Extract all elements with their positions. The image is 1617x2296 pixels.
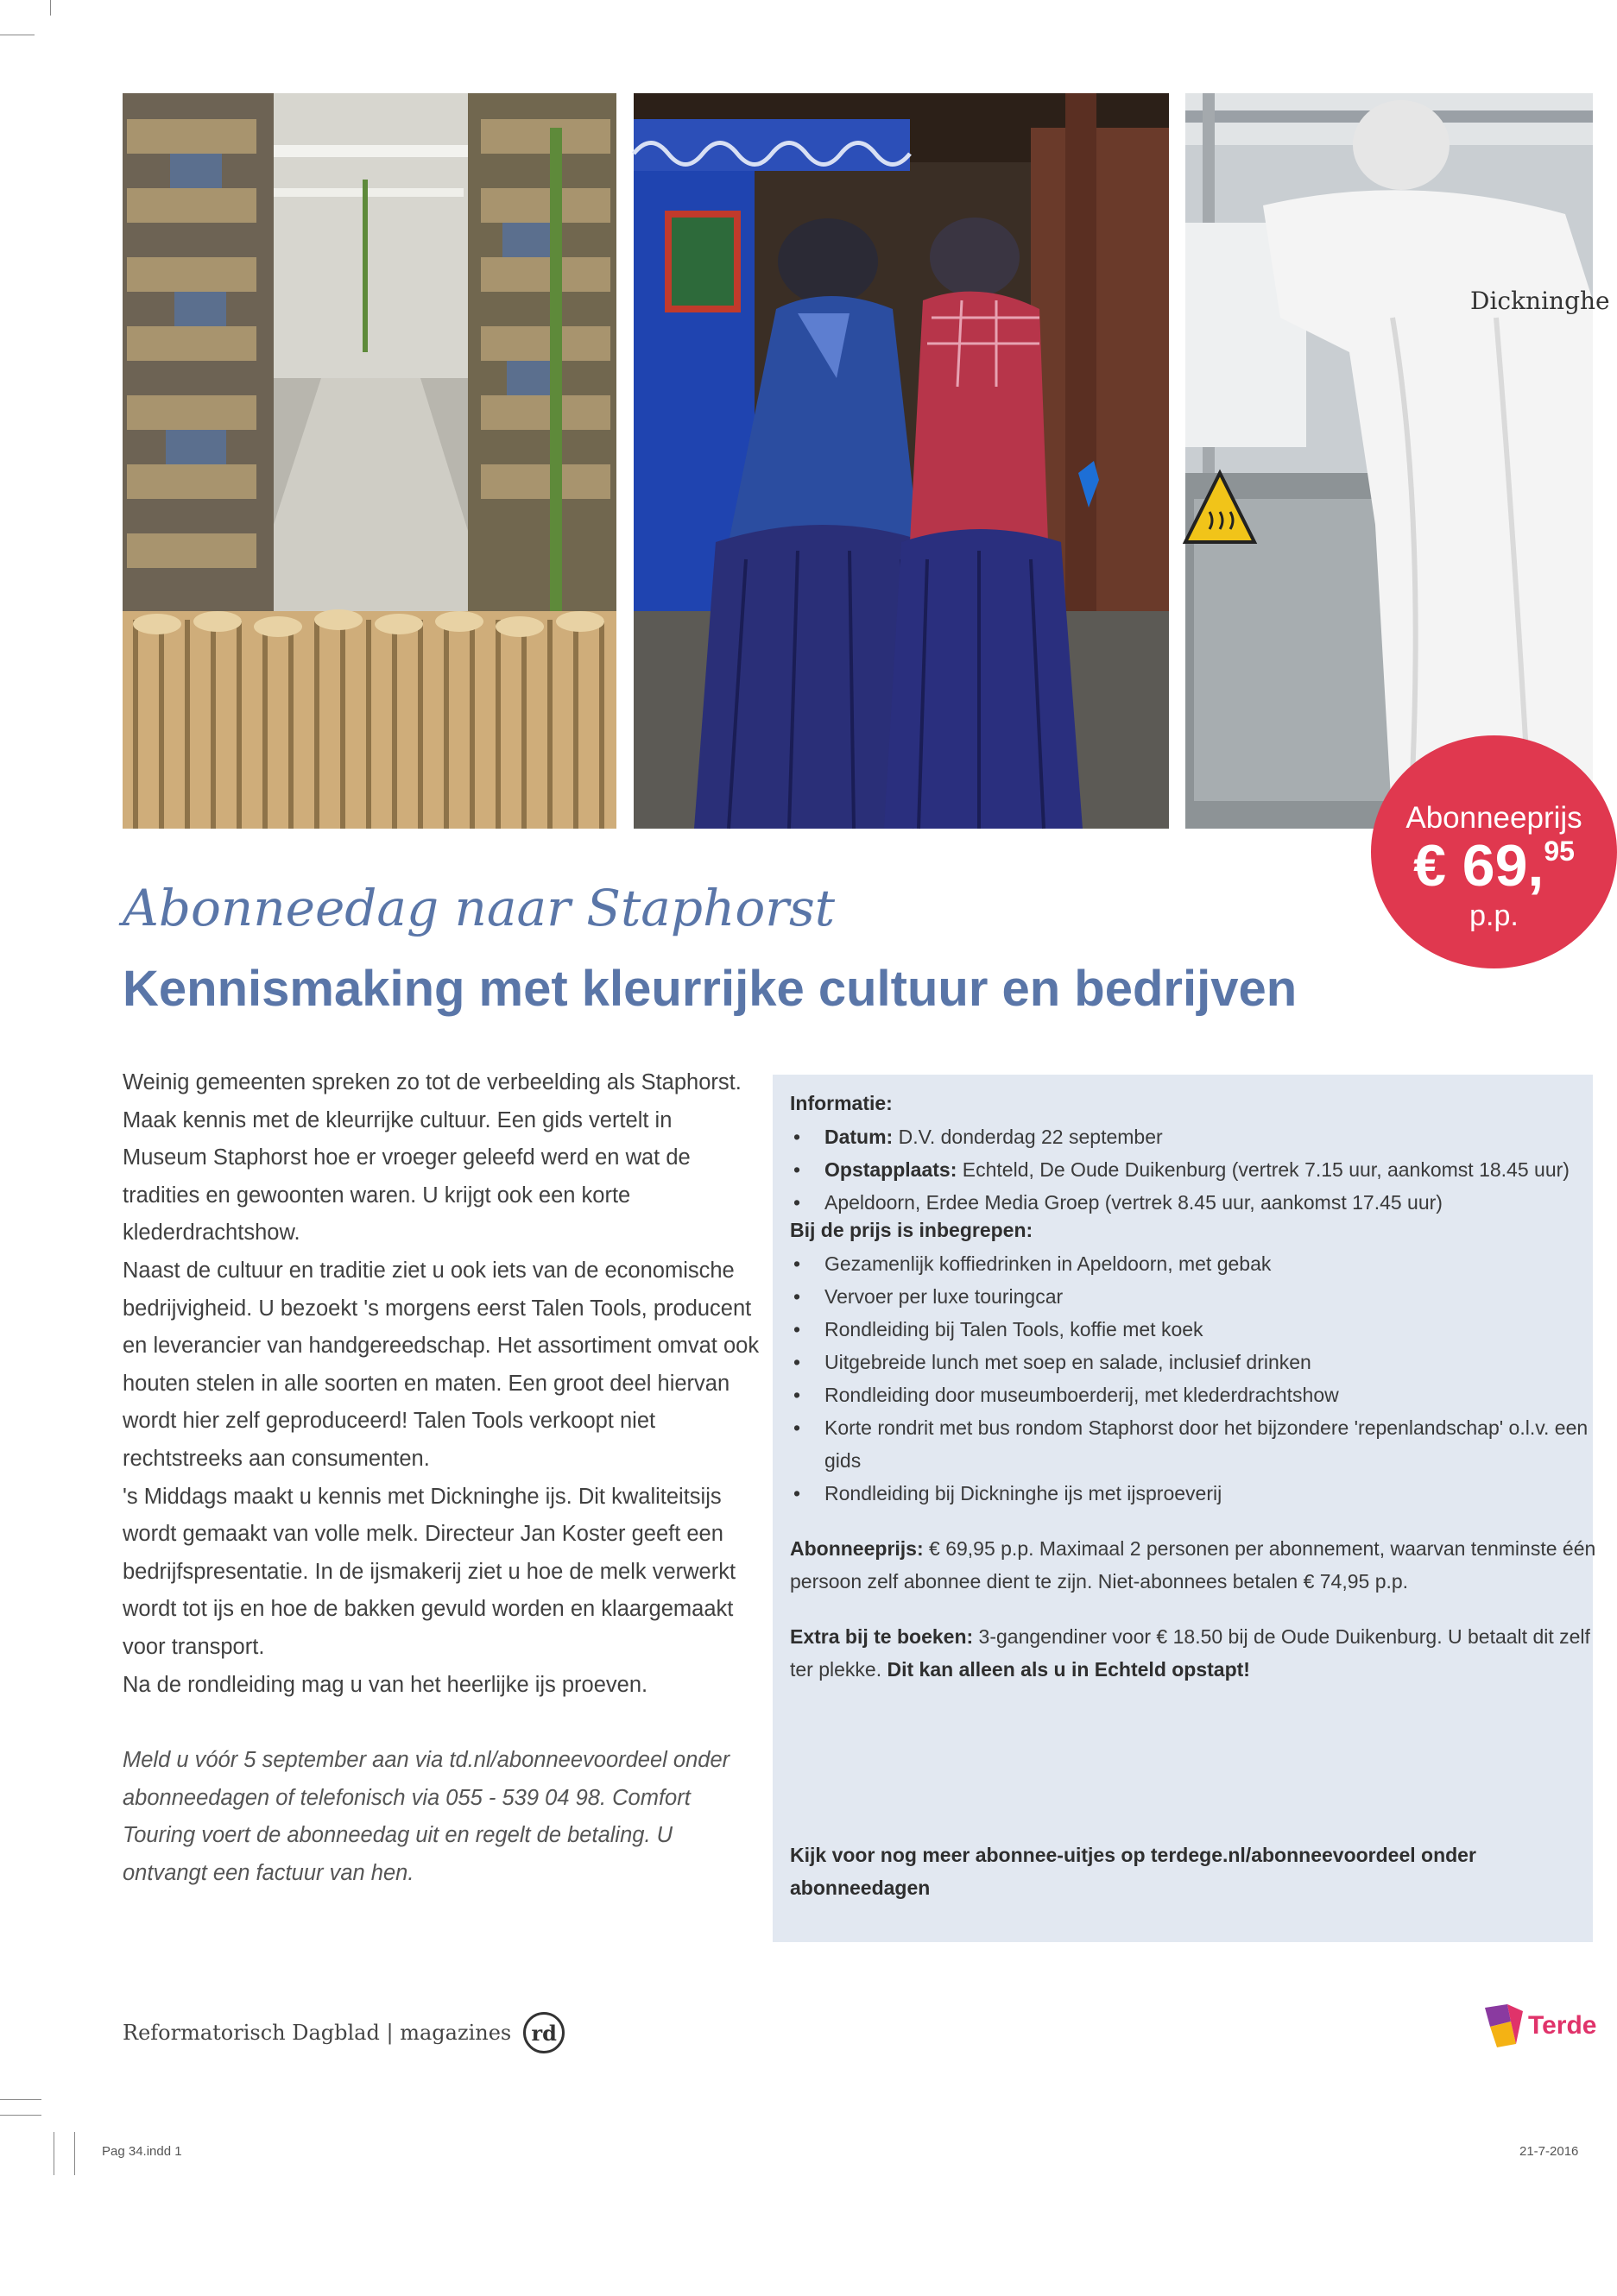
price-badge-label: Abonneeprijs [1405, 801, 1582, 835]
included-list [790, 1247, 1606, 1510]
included-item: • Vervoer per luxe touringcar [790, 1280, 1606, 1313]
price-badge-per-person: p.p. [1469, 899, 1519, 932]
terdege-logo [1485, 2004, 1596, 2047]
info-content [790, 1092, 1606, 1686]
info-item-text: Echteld, De Oude Duikenburg (vertrek 7.15 uur, aankomst 18.45 uur) [957, 1158, 1570, 1181]
info-item [790, 1186, 1606, 1219]
masthead [123, 2007, 565, 2059]
rd-logo-icon: rd [523, 2012, 565, 2053]
info-item-text: Apeldoorn, Erdee Media Groep (vertrek 8.45 uur, aankomst 17.45 uur) [824, 1191, 1443, 1214]
ice-cream-production-photo [1185, 93, 1610, 829]
body-paragraph: 's Middags maakt u kennis met Dickninghe ijs. Dit kwaliteitsijs wordt gemaakt van volle melk. Directeur Jan Koster geeft een bedrijfspresentatie. In de ijsmakerij ziet u hoe de melk verwerkt wordt tot ijs en hoe de bakken gevuld worden en klaargemaakt voor transport. [123, 1484, 736, 1659]
masthead-text: Reformatorisch Dagblad | magazines [123, 2021, 512, 2045]
article-kicker: Abonneedag naar Staphorst [123, 879, 836, 937]
body-paragraph: Na de rondleiding mag u van het heerlijke ijs proeven. [123, 1672, 648, 1697]
info-title: Informatie: [790, 1092, 893, 1114]
subscriber-price-paragraph [790, 1532, 1606, 1598]
price-badge-amount [1371, 832, 1617, 899]
slug-left: Pag 34.indd 1 [102, 2144, 182, 2159]
shirt-logo-text: Dickninghe [1470, 287, 1610, 315]
info-item-text: D.V. donderdag 22 september [893, 1126, 1163, 1148]
included-title: Bij de prijs is inbegrepen: [790, 1219, 1033, 1241]
registration-note: Meld u vóór 5 september aan via td.nl/abonneevoordeel onder abonneedagen of telefonisch via 055 - 539 04 98. Comfort Touring voert de abonneedag uit en regelt de betaling. U ontvangt een factuur van hen. [123, 1748, 730, 1885]
article-headline: Kennismaking met kleurrijke cultuur en bedrijven [123, 961, 1298, 1017]
extra-booking-text: 3-gangendiner voor € 18.50 bij de Oude Duikenburg. U betaalt dit zelf ter plekke. [790, 1625, 1590, 1681]
subscriber-price-text: € 69,95 p.p. Maximaal 2 personen per abonnement, waarvan tenminste één persoon zelf abonnee dient te zijn. Niet-abonnees betalen € 74,95 p.p. [790, 1537, 1596, 1593]
body-paragraph: Naast de cultuur en traditie ziet u ook iets van de economische bedrijvigheid. U bezoekt 's morgens eerst Talen Tools, producent en leverancier van handgereedschap. Het assortiment omvat ook houten stelen in alle soorten en maten. Een groot deel hiervan wordt hier zelf geproduceerd! Talen Tools verkoopt niet rechtstreeks aan consumenten. [123, 1258, 760, 1471]
included-item: • Uitgebreide lunch met soep en salade, inclusief drinken [790, 1346, 1606, 1378]
info-item-label: Opstapplaats: [824, 1158, 957, 1181]
warehouse-photo [123, 93, 616, 829]
crop-mark [0, 2115, 41, 2116]
info-item [790, 1153, 1606, 1186]
price-amount-cents: 95 [1544, 836, 1575, 867]
info-item-label: Datum: [824, 1126, 894, 1148]
crop-mark [50, 0, 51, 16]
price-amount-main: € 69, [1413, 833, 1544, 899]
included-item: • Korte rondrit met bus rondom Staphorst door het bijzondere 'repenlandschap' o.l.v. een gids [790, 1411, 1606, 1477]
price-badge [1371, 735, 1617, 968]
crop-mark [0, 2099, 41, 2100]
slug-right: 21-7-2016 [1519, 2144, 1579, 2159]
more-outings-link[interactable]: Kijk voor nog meer abonnee-uitjes op terdege.nl/abonneevoordeel onder abonneedagen [790, 1844, 1476, 1899]
info-box [773, 1075, 1596, 1942]
extra-booking-paragraph [790, 1620, 1606, 1686]
terdege-logo-text: Terde [1528, 2011, 1597, 2040]
info-item [790, 1120, 1606, 1153]
subscriber-price-label: Abonneeprijs: [790, 1537, 924, 1560]
article-body [123, 1064, 761, 1892]
included-item: • Gezamenlijk koffiedrinken in Apeldoorn, met gebak [790, 1247, 1606, 1280]
extra-booking-label: Extra bij te boeken: [790, 1625, 974, 1648]
info-list [790, 1120, 1606, 1219]
included-item: • Rondleiding bij Talen Tools, koffie met koek [790, 1313, 1606, 1346]
crop-mark [74, 2132, 75, 2175]
included-item: • Rondleiding door museumboerderij, met klederdrachtshow [790, 1378, 1606, 1411]
costume-photo [634, 93, 1169, 829]
extra-booking-note: Dit kan alleen als u in Echteld opstapt! [887, 1658, 1250, 1681]
included-item: • Rondleiding bij Dickninghe ijs met ijsproeverij [790, 1477, 1606, 1510]
body-paragraph: Weinig gemeenten spreken zo tot de verbeelding als Staphorst. Maak kennis met de kleurrijke cultuur. Een gids vertelt in Museum Staphorst hoe er vroeger geleefd werd en wat de tradities en gewoonten waren. U krijgt ook een korte klederdrachtshow. [123, 1070, 742, 1246]
terdege-logo-icon [1485, 2004, 1523, 2047]
